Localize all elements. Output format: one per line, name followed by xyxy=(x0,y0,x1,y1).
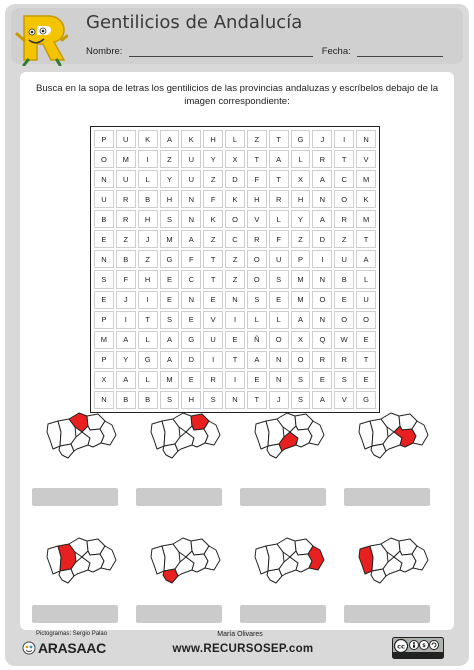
grid-cell[interactable]: U xyxy=(181,170,201,188)
grid-cell[interactable]: T xyxy=(225,351,245,369)
grid-cell[interactable]: Q xyxy=(312,331,332,349)
instructions-text: Busca en la sopa de letras los gentilicios de las provincias andaluzas y escríbelos debajo de la imagen correspondiente: xyxy=(35,83,439,107)
grid-cell[interactable]: G xyxy=(181,331,201,349)
grid-cell[interactable]: Z xyxy=(160,150,180,168)
grid-cell[interactable]: I xyxy=(334,130,354,148)
grid-cell[interactable]: U xyxy=(356,291,376,309)
grid-cell[interactable]: N xyxy=(269,371,289,389)
word-search-board xyxy=(90,126,380,413)
grid-cell[interactable]: J xyxy=(138,230,158,248)
grid-cell[interactable]: H xyxy=(203,130,223,148)
grid-cell[interactable]: Z xyxy=(203,230,223,248)
grid-cell[interactable]: A xyxy=(160,130,180,148)
grid-cell[interactable]: B xyxy=(116,391,136,409)
grid-cell[interactable]: O xyxy=(247,250,267,268)
grid-cell[interactable]: X xyxy=(225,150,245,168)
grid-cell[interactable]: N xyxy=(312,190,332,208)
grid-cell[interactable]: Y xyxy=(160,170,180,188)
grid-cell[interactable]: M xyxy=(160,230,180,248)
answer-box-5[interactable] xyxy=(32,605,118,623)
grid-cell[interactable]: A xyxy=(312,170,332,188)
grid-cell[interactable]: H xyxy=(181,391,201,409)
grid-cell[interactable]: T xyxy=(247,391,267,409)
grid-cell[interactable]: Y xyxy=(116,351,136,369)
grid-cell[interactable]: A xyxy=(247,351,267,369)
grid-cell[interactable]: E xyxy=(160,291,180,309)
andalusia-map-7 xyxy=(252,535,326,585)
grid-cell[interactable]: Z xyxy=(225,250,245,268)
grid-cell[interactable]: U xyxy=(94,190,114,208)
grid-cell[interactable]: M xyxy=(356,170,376,188)
grid-cell[interactable]: L xyxy=(225,130,245,148)
grid-cell[interactable]: H xyxy=(138,270,158,288)
grid-cell[interactable]: L xyxy=(138,371,158,389)
andalusia-map-1 xyxy=(44,410,118,460)
grid-cell[interactable]: Z xyxy=(116,230,136,248)
grid-cell[interactable]: O xyxy=(94,150,114,168)
grid-cell[interactable]: N xyxy=(269,351,289,369)
grid-cell[interactable]: N xyxy=(356,130,376,148)
name-date-row xyxy=(86,46,456,57)
grid-cell[interactable]: L xyxy=(138,331,158,349)
website-link[interactable]: www.RECURSOSEP.com xyxy=(172,643,314,655)
grid-cell[interactable]: M xyxy=(94,331,114,349)
grid-cell[interactable]: J xyxy=(269,391,289,409)
grid-cell[interactable]: L xyxy=(269,311,289,329)
grid-cell[interactable]: Z xyxy=(334,230,354,248)
grid-cell[interactable]: A xyxy=(312,210,332,228)
grid-cell[interactable]: I xyxy=(116,311,136,329)
grid-cell[interactable]: F xyxy=(116,270,136,288)
grid-cell[interactable]: A xyxy=(116,331,136,349)
grid-cell[interactable]: A xyxy=(181,230,201,248)
grid-cell[interactable]: R xyxy=(203,371,223,389)
grid-cell[interactable]: E xyxy=(269,291,289,309)
grid-cell[interactable]: P xyxy=(94,351,114,369)
arasaac-logo-icon xyxy=(22,641,36,655)
pictograms-credit: Pictogramas: Sergio Palao xyxy=(36,631,108,637)
grid-cell[interactable]: T xyxy=(247,150,267,168)
grid-cell[interactable]: L xyxy=(291,150,311,168)
grid-cell[interactable]: N xyxy=(181,190,201,208)
name-label: Nombre: xyxy=(86,46,123,57)
grid-cell[interactable]: Ñ xyxy=(247,331,267,349)
grid-cell[interactable]: E xyxy=(94,291,114,309)
grid-cell[interactable]: F xyxy=(269,230,289,248)
grid-cell[interactable]: Z xyxy=(291,230,311,248)
grid-cell[interactable]: O xyxy=(312,291,332,309)
grid-cell[interactable]: S xyxy=(94,270,114,288)
grid-cell[interactable]: H xyxy=(160,190,180,208)
grid-cell[interactable]: G xyxy=(138,351,158,369)
grid-cell[interactable]: M xyxy=(291,291,311,309)
grid-cell[interactable]: U xyxy=(269,250,289,268)
grid-cell[interactable]: J xyxy=(312,130,332,148)
grid-cell[interactable]: O xyxy=(356,311,376,329)
grid-cell[interactable]: O xyxy=(334,311,354,329)
grid-cell[interactable]: L xyxy=(247,311,267,329)
grid-cell[interactable]: K xyxy=(181,130,201,148)
grid-cell[interactable]: N xyxy=(312,311,332,329)
grid-cell[interactable]: N xyxy=(312,270,332,288)
grid-cell[interactable]: G xyxy=(160,250,180,268)
grid-cell[interactable]: N xyxy=(181,291,201,309)
grid-cell[interactable]: Y xyxy=(291,210,311,228)
grid-cell[interactable]: D xyxy=(181,351,201,369)
grid-cell[interactable]: K xyxy=(225,190,245,208)
grid-cell[interactable]: C xyxy=(181,270,201,288)
grid-cell[interactable]: B xyxy=(94,210,114,228)
grid-cell[interactable]: Z xyxy=(247,130,267,148)
grid-cell[interactable]: T xyxy=(138,311,158,329)
grid-cell[interactable]: S xyxy=(291,371,311,389)
date-label: Fecha: xyxy=(321,46,351,57)
grid-cell[interactable]: E xyxy=(356,331,376,349)
grid-cell[interactable]: A xyxy=(356,250,376,268)
grid-cell[interactable]: E xyxy=(181,371,201,389)
name-field[interactable] xyxy=(129,46,313,57)
grid-cell[interactable]: N xyxy=(181,210,201,228)
grid-cell[interactable]: U xyxy=(334,250,354,268)
grid-cell[interactable]: J xyxy=(116,291,136,309)
grid-cell[interactable]: Z xyxy=(138,250,158,268)
grid-cell[interactable]: D xyxy=(225,170,245,188)
grid-cell[interactable]: R xyxy=(312,150,332,168)
grid-cell[interactable]: S xyxy=(160,311,180,329)
grid-cell[interactable]: G xyxy=(291,130,311,148)
grid-cell[interactable]: O xyxy=(269,331,289,349)
grid-cell[interactable]: N xyxy=(94,250,114,268)
grid-cell[interactable]: T xyxy=(356,230,376,248)
grid-cell[interactable]: I xyxy=(203,351,223,369)
answer-box-2[interactable] xyxy=(136,488,222,506)
andalusia-map-8 xyxy=(356,535,430,585)
grid-cell[interactable]: M xyxy=(291,270,311,288)
grid-cell[interactable]: R xyxy=(269,190,289,208)
grid-cell[interactable]: I xyxy=(225,311,245,329)
grid-cell[interactable]: F xyxy=(181,250,201,268)
answer-box-3[interactable] xyxy=(240,488,326,506)
grid-cell[interactable]: H xyxy=(291,190,311,208)
grid-cell[interactable]: N xyxy=(225,291,245,309)
grid-cell[interactable]: F xyxy=(203,190,223,208)
arasaac-credit xyxy=(22,631,132,663)
grid-cell[interactable]: R xyxy=(334,351,354,369)
grid-cell[interactable]: O xyxy=(291,351,311,369)
province-almeria xyxy=(204,421,220,445)
grid-cell[interactable]: A xyxy=(312,391,332,409)
grid-cell[interactable]: X xyxy=(291,331,311,349)
answer-box-1[interactable] xyxy=(32,488,118,506)
grid-cell[interactable]: S xyxy=(269,270,289,288)
grid-cell[interactable]: P xyxy=(94,130,114,148)
grid-cell[interactable]: U xyxy=(116,130,136,148)
grid-cell[interactable]: T xyxy=(334,150,354,168)
answer-box-8[interactable] xyxy=(344,605,430,623)
andalusia-map-5 xyxy=(44,535,118,585)
grid-cell[interactable]: N xyxy=(94,170,114,188)
author-name: María Olivares xyxy=(217,631,263,638)
grid-cell[interactable]: B xyxy=(138,190,158,208)
province-almeria xyxy=(100,421,116,445)
grid-cell[interactable]: Z xyxy=(203,170,223,188)
grid-cell[interactable]: I xyxy=(225,371,245,389)
grid-cell[interactable]: U xyxy=(203,331,223,349)
grid-cell[interactable]: O xyxy=(334,190,354,208)
grid-cell[interactable]: G xyxy=(356,391,376,409)
grid-cell[interactable]: T xyxy=(203,250,223,268)
grid-cell[interactable]: H xyxy=(247,190,267,208)
grid-cell[interactable]: S xyxy=(203,391,223,409)
grid-cell[interactable]: R xyxy=(334,210,354,228)
grid-cell[interactable]: B xyxy=(138,391,158,409)
grid-cell[interactable]: S xyxy=(160,391,180,409)
province-almeria xyxy=(412,546,428,570)
province-almeria xyxy=(308,546,324,570)
grid-cell[interactable]: R xyxy=(247,230,267,248)
grid-cell[interactable]: W xyxy=(334,331,354,349)
andalusia-map-6 xyxy=(148,535,222,585)
grid-cell[interactable]: V xyxy=(334,391,354,409)
grid-cell[interactable]: A xyxy=(160,331,180,349)
letter-r-mascot-logo xyxy=(14,10,68,66)
grid-cell[interactable]: E xyxy=(356,371,376,389)
grid-cell[interactable]: L xyxy=(138,170,158,188)
grid-cell[interactable]: E xyxy=(160,270,180,288)
grid-cell[interactable]: E xyxy=(312,371,332,389)
cc-by-nc-sa-icon xyxy=(392,637,444,659)
grid-cell[interactable]: P xyxy=(291,250,311,268)
grid-cell[interactable]: S xyxy=(334,371,354,389)
grid-cell[interactable]: M xyxy=(116,150,136,168)
grid-cell[interactable]: R xyxy=(312,351,332,369)
grid-cell[interactable]: E xyxy=(203,291,223,309)
grid-cell[interactable]: V xyxy=(356,150,376,168)
grid-cell[interactable]: C xyxy=(334,170,354,188)
province-almeria xyxy=(412,421,428,445)
grid-cell[interactable]: R xyxy=(116,190,136,208)
grid-cell[interactable]: T xyxy=(203,270,223,288)
grid-cell[interactable]: X xyxy=(94,371,114,389)
grid-cell[interactable]: Y xyxy=(203,150,223,168)
grid-cell[interactable]: V xyxy=(203,311,223,329)
grid-cell[interactable]: A xyxy=(116,371,136,389)
grid-cell[interactable]: X xyxy=(291,170,311,188)
grid-cell[interactable]: S xyxy=(160,210,180,228)
grid-cell[interactable]: B xyxy=(334,270,354,288)
grid-cell[interactable]: T xyxy=(269,170,289,188)
province-almeria xyxy=(100,546,116,570)
grid-cell[interactable]: B xyxy=(116,250,136,268)
province-almeria xyxy=(308,421,324,445)
grid-cell[interactable]: T xyxy=(356,351,376,369)
grid-cell[interactable]: I xyxy=(138,291,158,309)
answer-box-7[interactable] xyxy=(240,605,326,623)
grid-cell[interactable]: R xyxy=(116,210,136,228)
grid-cell[interactable]: K xyxy=(138,130,158,148)
grid-cell[interactable]: A xyxy=(160,351,180,369)
svg-text:$: $ xyxy=(422,643,426,649)
grid-cell[interactable]: A xyxy=(291,311,311,329)
answer-box-4[interactable] xyxy=(344,488,430,506)
svg-text:cc: cc xyxy=(397,642,405,651)
grid-cell[interactable]: C xyxy=(225,230,245,248)
grid-cell[interactable]: M xyxy=(160,371,180,389)
grid-cell[interactable]: O xyxy=(247,270,267,288)
grid-cell[interactable]: P xyxy=(94,311,114,329)
grid-cell[interactable]: L xyxy=(356,270,376,288)
grid-cell[interactable]: F xyxy=(247,170,267,188)
grid-cell[interactable]: E xyxy=(181,311,201,329)
grid-cell[interactable]: E xyxy=(334,291,354,309)
grid-cell[interactable]: N xyxy=(94,391,114,409)
grid-cell[interactable]: E xyxy=(94,230,114,248)
grid-cell[interactable]: O xyxy=(225,210,245,228)
grid-cell[interactable]: E xyxy=(247,371,267,389)
grid-cell[interactable]: T xyxy=(269,130,289,148)
grid-cell[interactable]: V xyxy=(247,210,267,228)
grid-cell[interactable]: L xyxy=(269,210,289,228)
grid-cell[interactable]: I xyxy=(138,150,158,168)
grid-cell[interactable]: U xyxy=(116,170,136,188)
grid-cell[interactable]: E xyxy=(225,331,245,349)
grid-cell[interactable]: K xyxy=(356,190,376,208)
andalusia-map-3 xyxy=(252,410,326,460)
word-search-grid xyxy=(94,130,376,409)
grid-cell[interactable]: U xyxy=(181,150,201,168)
andalusia-map-4 xyxy=(356,410,430,460)
date-field[interactable] xyxy=(357,46,443,57)
grid-cell[interactable]: Z xyxy=(225,270,245,288)
arasaac-wordmark: ARASAAC xyxy=(38,640,106,656)
grid-cell[interactable]: H xyxy=(138,210,158,228)
grid-cell[interactable]: S xyxy=(291,391,311,409)
answer-box-6[interactable] xyxy=(136,605,222,623)
andalusia-map-2 xyxy=(148,410,222,460)
grid-cell[interactable]: I xyxy=(312,250,332,268)
grid-cell[interactable]: A xyxy=(269,150,289,168)
grid-cell[interactable]: S xyxy=(247,291,267,309)
grid-cell[interactable]: N xyxy=(225,391,245,409)
grid-cell[interactable]: D xyxy=(312,230,332,248)
grid-cell[interactable]: M xyxy=(356,210,376,228)
province-almeria xyxy=(204,546,220,570)
worksheet-title: Gentilicios de Andalucía xyxy=(86,12,303,33)
grid-cell[interactable]: K xyxy=(203,210,223,228)
